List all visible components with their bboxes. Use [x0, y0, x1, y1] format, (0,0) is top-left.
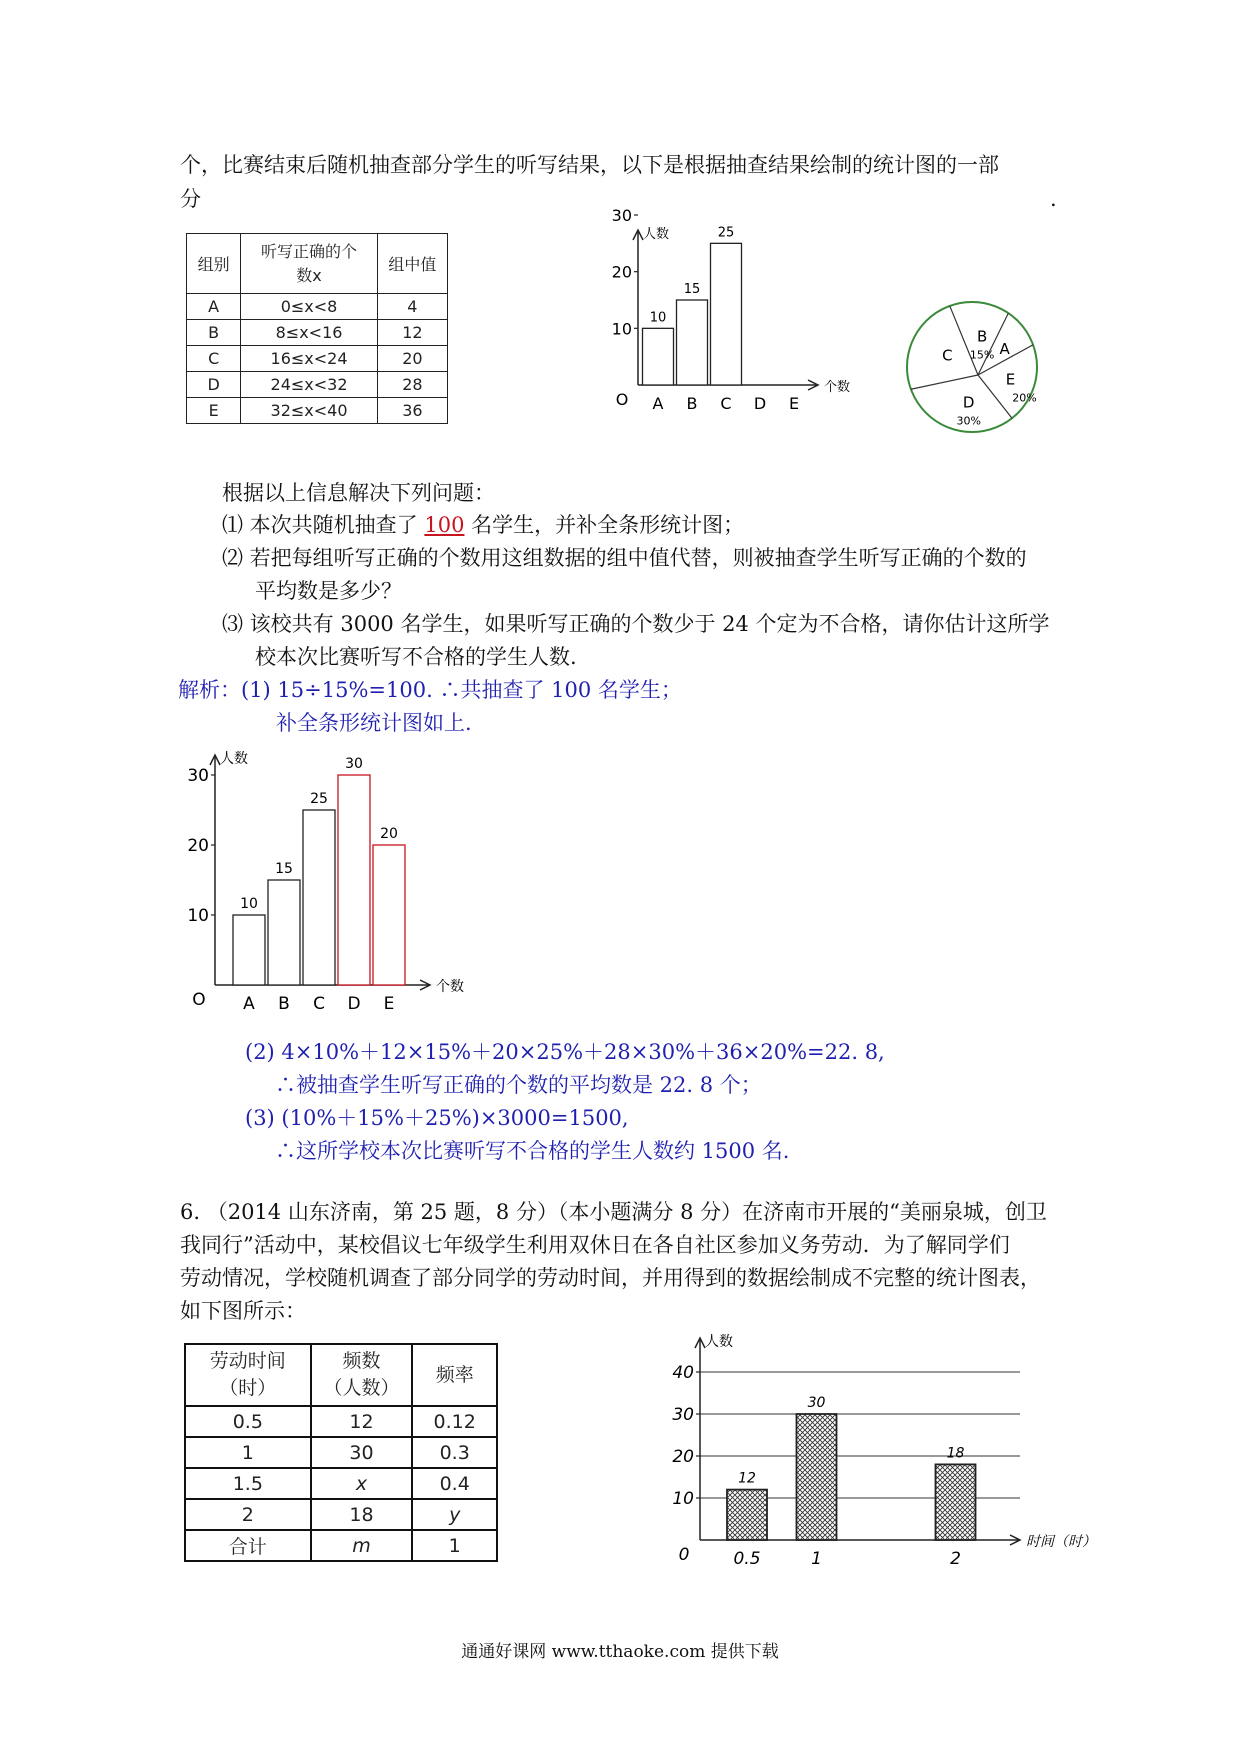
y-tick-label: 30	[611, 206, 632, 225]
pie-slice-label: A	[999, 340, 1010, 359]
y-tick-label: 10	[187, 906, 209, 926]
table-row	[187, 320, 448, 346]
bar	[268, 880, 300, 985]
pie-slice-percent: 30%	[956, 414, 981, 428]
question-1-pre: ⑴ 本次共随机抽查了	[222, 513, 418, 537]
solution-1-text: (1) 15÷15%=100. ∴共抽查了 100 名学生；	[241, 678, 682, 702]
table1-cell: 20	[377, 346, 447, 372]
data-label: 18	[946, 1445, 965, 1462]
x-tick-label: 2	[950, 1549, 961, 1569]
question-3-line-1: ⑶ 该校共有 3000 名学生，如果听写正确的个数少于 24 个定为不合格，请你估计这所学	[222, 612, 1050, 636]
data-label: 25	[717, 225, 735, 241]
data-label: 12	[738, 1470, 756, 1487]
table2-cell: 18	[311, 1499, 413, 1530]
group-table	[186, 233, 448, 424]
pie-slice-percent: 15%	[969, 348, 995, 362]
table-row	[185, 1468, 497, 1499]
x-tick-label: D	[753, 394, 767, 413]
problem6-line-4: 如下图所示：	[180, 1299, 306, 1323]
x-tick-label: C	[313, 994, 325, 1014]
bar	[338, 775, 370, 985]
labor-time-table	[184, 1343, 498, 1562]
x-tick-label: B	[278, 994, 290, 1014]
table2-header-freq-l2: （人数）	[323, 1377, 400, 1399]
data-label: 25	[310, 791, 328, 807]
table2-cell: 1.5	[185, 1468, 311, 1499]
intro-line-1: 个，比赛结束后随机抽查部分学生的听写结果，以下是根据抽查结果绘制的统计图的一部	[180, 153, 999, 177]
pie-slice-percent: 20%	[1012, 391, 1037, 405]
bar	[303, 810, 335, 985]
x-axis-label: 时间（时）	[1026, 1534, 1096, 1550]
y-tick-label: 20	[611, 262, 632, 282]
table1-cell: 0≤x<8	[241, 294, 377, 320]
data-label: 20	[380, 826, 398, 842]
problem6-line-1: 6. （2014 山东济南，第 25 题，8 分）（本小题满分 8 分）在济南市开展的“美丽泉城，创卫	[180, 1200, 1047, 1224]
y-tick-label: 30	[187, 766, 209, 786]
table1-header-group: 组别	[187, 234, 241, 294]
table2-cell: x	[311, 1468, 413, 1499]
data-label: 15	[275, 861, 293, 877]
x-tick-label: A	[243, 994, 255, 1014]
x-tick-label: B	[686, 394, 698, 413]
table1-header-mid: 组中值	[377, 234, 447, 294]
table1-cell: 24≤x<32	[241, 372, 377, 398]
table2-cell: m	[311, 1530, 413, 1561]
table2-cell: 1	[412, 1530, 497, 1561]
x-tick-label: E	[788, 394, 800, 413]
solution-1	[178, 675, 682, 705]
question-1-answer: 100	[424, 513, 465, 537]
question-2-line-2: 平均数是多少？	[255, 579, 402, 603]
table-row	[187, 398, 448, 424]
intro-line-2: 分	[180, 187, 201, 211]
bar	[677, 300, 708, 385]
table1-cell: 36	[377, 398, 447, 424]
y-tick-label: 10	[611, 319, 632, 339]
footer: 通通好课网 www.tthaoke.com 提供下载	[461, 1642, 779, 1662]
pie-slice-label: C	[942, 346, 953, 365]
bar	[643, 328, 674, 385]
table1-cell: 32≤x<40	[241, 398, 377, 424]
x-tick-label: D	[347, 994, 361, 1014]
y-axis-label: 人数	[643, 227, 670, 242]
y-axis-label: 人数	[705, 1334, 733, 1350]
origin-label: O	[615, 390, 629, 409]
table1-cell: 8≤x<16	[241, 320, 377, 346]
pie-chart	[900, 295, 1045, 440]
labor-time-bar-chart	[660, 1330, 1096, 1580]
problem6-line-2: 我同行”活动中，某校倡议七年级学生利用双休日在各自社区参加义务劳动．为了解同学们	[180, 1233, 1010, 1257]
table-row	[185, 1406, 497, 1437]
pie-slice-label: D	[962, 393, 975, 412]
origin-label: 0	[678, 1545, 690, 1565]
table2-cell: 30	[311, 1437, 413, 1468]
table1-cell: E	[187, 398, 241, 424]
data-label: 30	[807, 1395, 826, 1411]
pie-slice-label: E	[1005, 370, 1016, 389]
table2-cell: 1	[185, 1437, 311, 1468]
x-tick-label: 1	[811, 1549, 822, 1569]
y-axis-label: 人数	[220, 751, 248, 767]
table2-header-time	[185, 1344, 311, 1406]
table1-cell: C	[187, 346, 241, 372]
table-row	[185, 1437, 497, 1468]
table1-cell: 28	[377, 372, 447, 398]
table1-cell: 4	[377, 294, 447, 320]
origin-label: O	[192, 990, 206, 1010]
x-tick-label: E	[383, 994, 395, 1014]
bar	[936, 1464, 976, 1540]
table2-cell: 0.5	[185, 1406, 311, 1437]
table2-cell: 0.4	[412, 1468, 497, 1499]
table2-cell: 0.12	[412, 1406, 497, 1437]
pie-outline	[907, 302, 1037, 432]
y-tick-label: 20	[187, 836, 209, 856]
questions-intro: 根据以上信息解决下列问题：	[222, 481, 495, 505]
table2-cell: 12	[311, 1406, 413, 1437]
data-label: 10	[240, 896, 258, 912]
solution-3b: ∴这所学校本次比赛听写不合格的学生人数约 1500 名.	[275, 1139, 790, 1163]
x-tick-label: C	[720, 394, 732, 413]
x-tick-label: A	[652, 394, 664, 413]
y-tick-label: 10	[672, 1489, 694, 1509]
x-tick-label: 0.5	[733, 1549, 761, 1569]
pie-slice-label: B	[976, 327, 988, 346]
solution-3: (3) (10%＋15%＋25%)×3000=1500,	[245, 1106, 629, 1130]
table1-header-count: 听写正确的个数x	[241, 234, 377, 294]
bar-chart-completed	[180, 745, 520, 1025]
table2-header-freq	[311, 1344, 413, 1406]
table1-cell: 16≤x<24	[241, 346, 377, 372]
solution-label: 解析：	[178, 678, 241, 702]
x-axis-label: 个数	[436, 979, 464, 995]
table-row	[185, 1530, 497, 1561]
table2-header-rate: 频率	[412, 1344, 497, 1406]
data-label: 15	[683, 282, 701, 297]
table2-header-time-l1: 劳动时间	[209, 1350, 286, 1372]
solution-2: (2) 4×10%＋12×15%＋20×25%＋28×30%＋36×20%=22. 8,	[245, 1040, 885, 1064]
bar	[711, 243, 742, 385]
table1-cell: B	[187, 320, 241, 346]
data-label: 10	[649, 310, 667, 326]
y-tick-label: 40	[672, 1363, 694, 1383]
table-row	[187, 346, 448, 372]
table1-cell: A	[187, 294, 241, 320]
problem6-line-3: 劳动情况，学校随机调查了部分同学的劳动时间，并用得到的数据绘制成不完整的统计图表，	[180, 1266, 1041, 1290]
bar	[727, 1490, 767, 1540]
table2-header-time-l2: （时）	[219, 1377, 277, 1399]
table1-cell: 12	[377, 320, 447, 346]
question-3-line-2: 校本次比赛听写不合格的学生人数.	[255, 645, 577, 669]
y-tick-label: 30	[672, 1405, 694, 1425]
bar-chart-incomplete	[560, 206, 860, 470]
bar	[797, 1414, 837, 1540]
table2-cell: 合计	[185, 1530, 311, 1561]
table2-cell: 0.3	[412, 1437, 497, 1468]
table-row	[187, 372, 448, 398]
question-1	[222, 510, 744, 540]
table2-header-freq-l1: 频数	[342, 1350, 381, 1372]
bar	[373, 845, 405, 985]
table-row	[185, 1499, 497, 1530]
data-label: 30	[345, 756, 363, 772]
table1-cell: D	[187, 372, 241, 398]
solution-1b: 补全条形统计图如上.	[276, 711, 472, 735]
solution-2b: ∴被抽查学生听写正确的个数的平均数是 22. 8 个；	[275, 1073, 762, 1097]
table-row	[187, 294, 448, 320]
intro-line-2-end: .	[1050, 187, 1057, 211]
question-1-post: 名学生，并补全条形统计图；	[471, 513, 745, 537]
x-axis-label: 个数	[824, 380, 851, 395]
table2-cell: 2	[185, 1499, 311, 1530]
question-2-line-1: ⑵ 若把每组听写正确的个数用这组数据的组中值代替，则被抽查学生听写正确的个数的	[222, 546, 1027, 570]
table2-cell: y	[412, 1499, 497, 1530]
y-tick-label: 20	[672, 1447, 694, 1467]
bar	[233, 915, 265, 985]
